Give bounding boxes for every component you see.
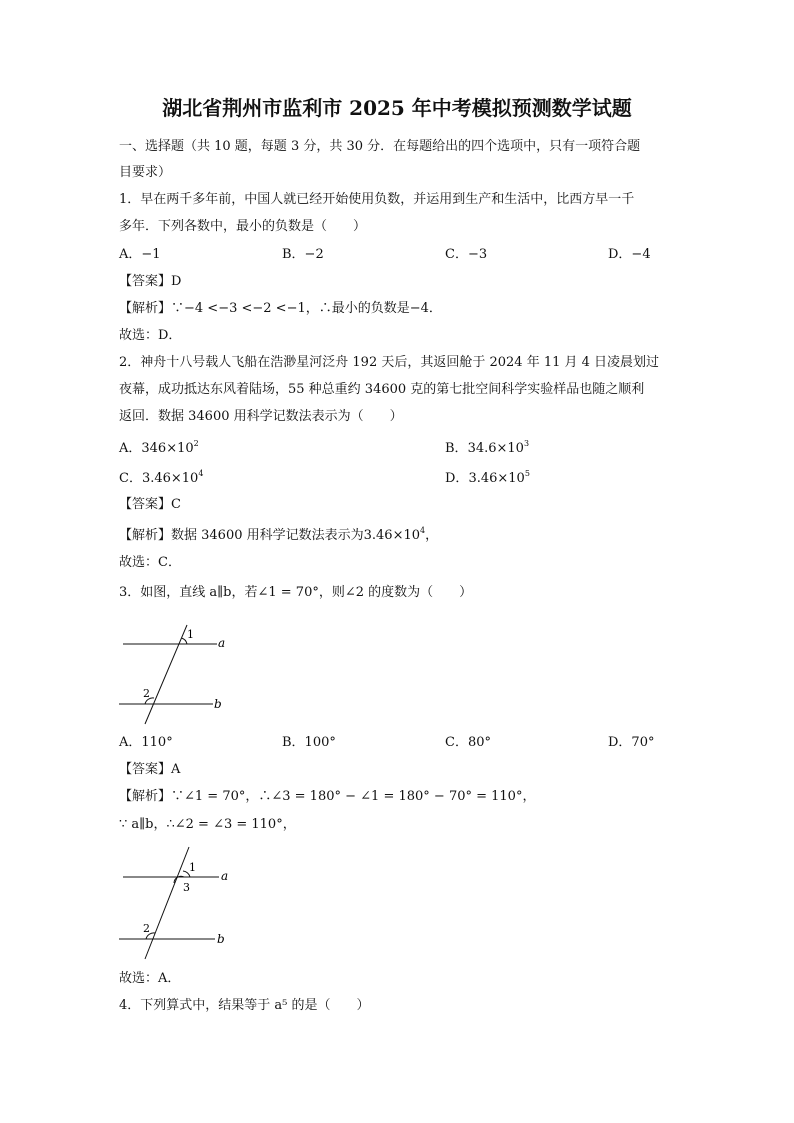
q1-option-a: A．−1 xyxy=(119,247,161,262)
q2-option-c: C．$3.46\times 10^4$ xyxy=(119,469,204,486)
q1-answer: 【答案】D xyxy=(119,274,182,289)
q3-analysis-line1: 【解析】∵∠1 = 70°，∴∠3 = 180° − ∠1 = 180° − 70° = 110°， xyxy=(119,789,536,804)
q3-figure xyxy=(115,620,245,730)
q3-answer: 【答案】A xyxy=(119,762,181,777)
q4-stem: 4．下列算式中，结果等于 a⁵ 的是（ ） xyxy=(119,998,370,1013)
label-b: b xyxy=(214,697,222,711)
q2-analysis: 【解析】数据 34600 用科学记数法表示为$3.46\times 10^4$， xyxy=(119,526,439,543)
label-2: 2 xyxy=(143,687,150,700)
label-a: a xyxy=(221,869,229,883)
q3-option-a: A．110° xyxy=(119,735,173,750)
q2-answer: 【答案】C xyxy=(119,497,181,512)
label-2: 2 xyxy=(143,922,150,935)
q3-option-b: B．100° xyxy=(282,735,336,750)
q3-stem: 3．如图，直线 a∥b，若∠1 = 70°，则∠2 的度数为（ ） xyxy=(119,585,473,600)
q2-option-b: B．$34.6\times 10^3$ xyxy=(445,439,530,456)
q2-stem-line1: 2．神舟十八号载人飞船在浩渺星河泛舟 192 天后，其返回舱于 2024 年 11 月 4 日凌晨划过 xyxy=(119,355,660,370)
label-a: a xyxy=(218,636,226,650)
label-1: 1 xyxy=(189,861,196,874)
q2-choice: 故选：C． xyxy=(119,555,181,570)
transversal xyxy=(145,847,189,959)
page-title: 湖北省荆州市监利市 2025 年中考模拟预测数学试题 xyxy=(162,96,632,120)
q2-option-d: D．$3.46\times 10^5$ xyxy=(445,469,530,486)
q3-option-d: D．70° xyxy=(608,735,655,750)
q2-stem-line2: 夜幕，成功抵达东风着陆场，55 种总重约 34600 克的第七批空间科学实验样品也随之顺利 xyxy=(119,382,645,397)
q2-option-a: A．$346\times 10^2$ xyxy=(119,439,199,456)
q1-stem-line1: 1．早在两千多年前，中国人就已经开始使用负数，并运用到生产和生活中，比西方早一千 xyxy=(119,192,635,207)
label-b: b xyxy=(217,932,225,946)
q1-choice: 故选：D． xyxy=(119,328,182,343)
label-1: 1 xyxy=(187,628,194,641)
q1-option-b: B．−2 xyxy=(282,247,324,262)
section-heading-line2: 目要求） xyxy=(119,165,172,180)
section-heading-line1: 一、选择题（共 10 题，每题 3 分，共 30 分．在每题给出的四个选项中，只有一项符合题 xyxy=(119,139,641,154)
q1-stem-line2: 多年．下列各数中，最小的负数是（ ） xyxy=(119,219,367,234)
q1-analysis: 【解析】∵−4 <−3 <−2 <−1，∴最小的负数是−4． xyxy=(119,301,442,316)
q3-analysis-figure xyxy=(115,845,245,963)
q1-option-c: C．−3 xyxy=(445,247,488,262)
q3-option-c: C．80° xyxy=(445,735,491,750)
transversal xyxy=(145,625,187,724)
q3-choice: 故选：A． xyxy=(119,971,181,986)
q1-option-d: D．−4 xyxy=(608,247,651,262)
q3-analysis-line2: ∵ a∥b，∴∠2 = ∠3 = 110°， xyxy=(119,817,296,832)
label-3: 3 xyxy=(183,881,190,894)
q2-stem-line3: 返回．数据 34600 用科学记数法表示为（ ） xyxy=(119,409,403,424)
